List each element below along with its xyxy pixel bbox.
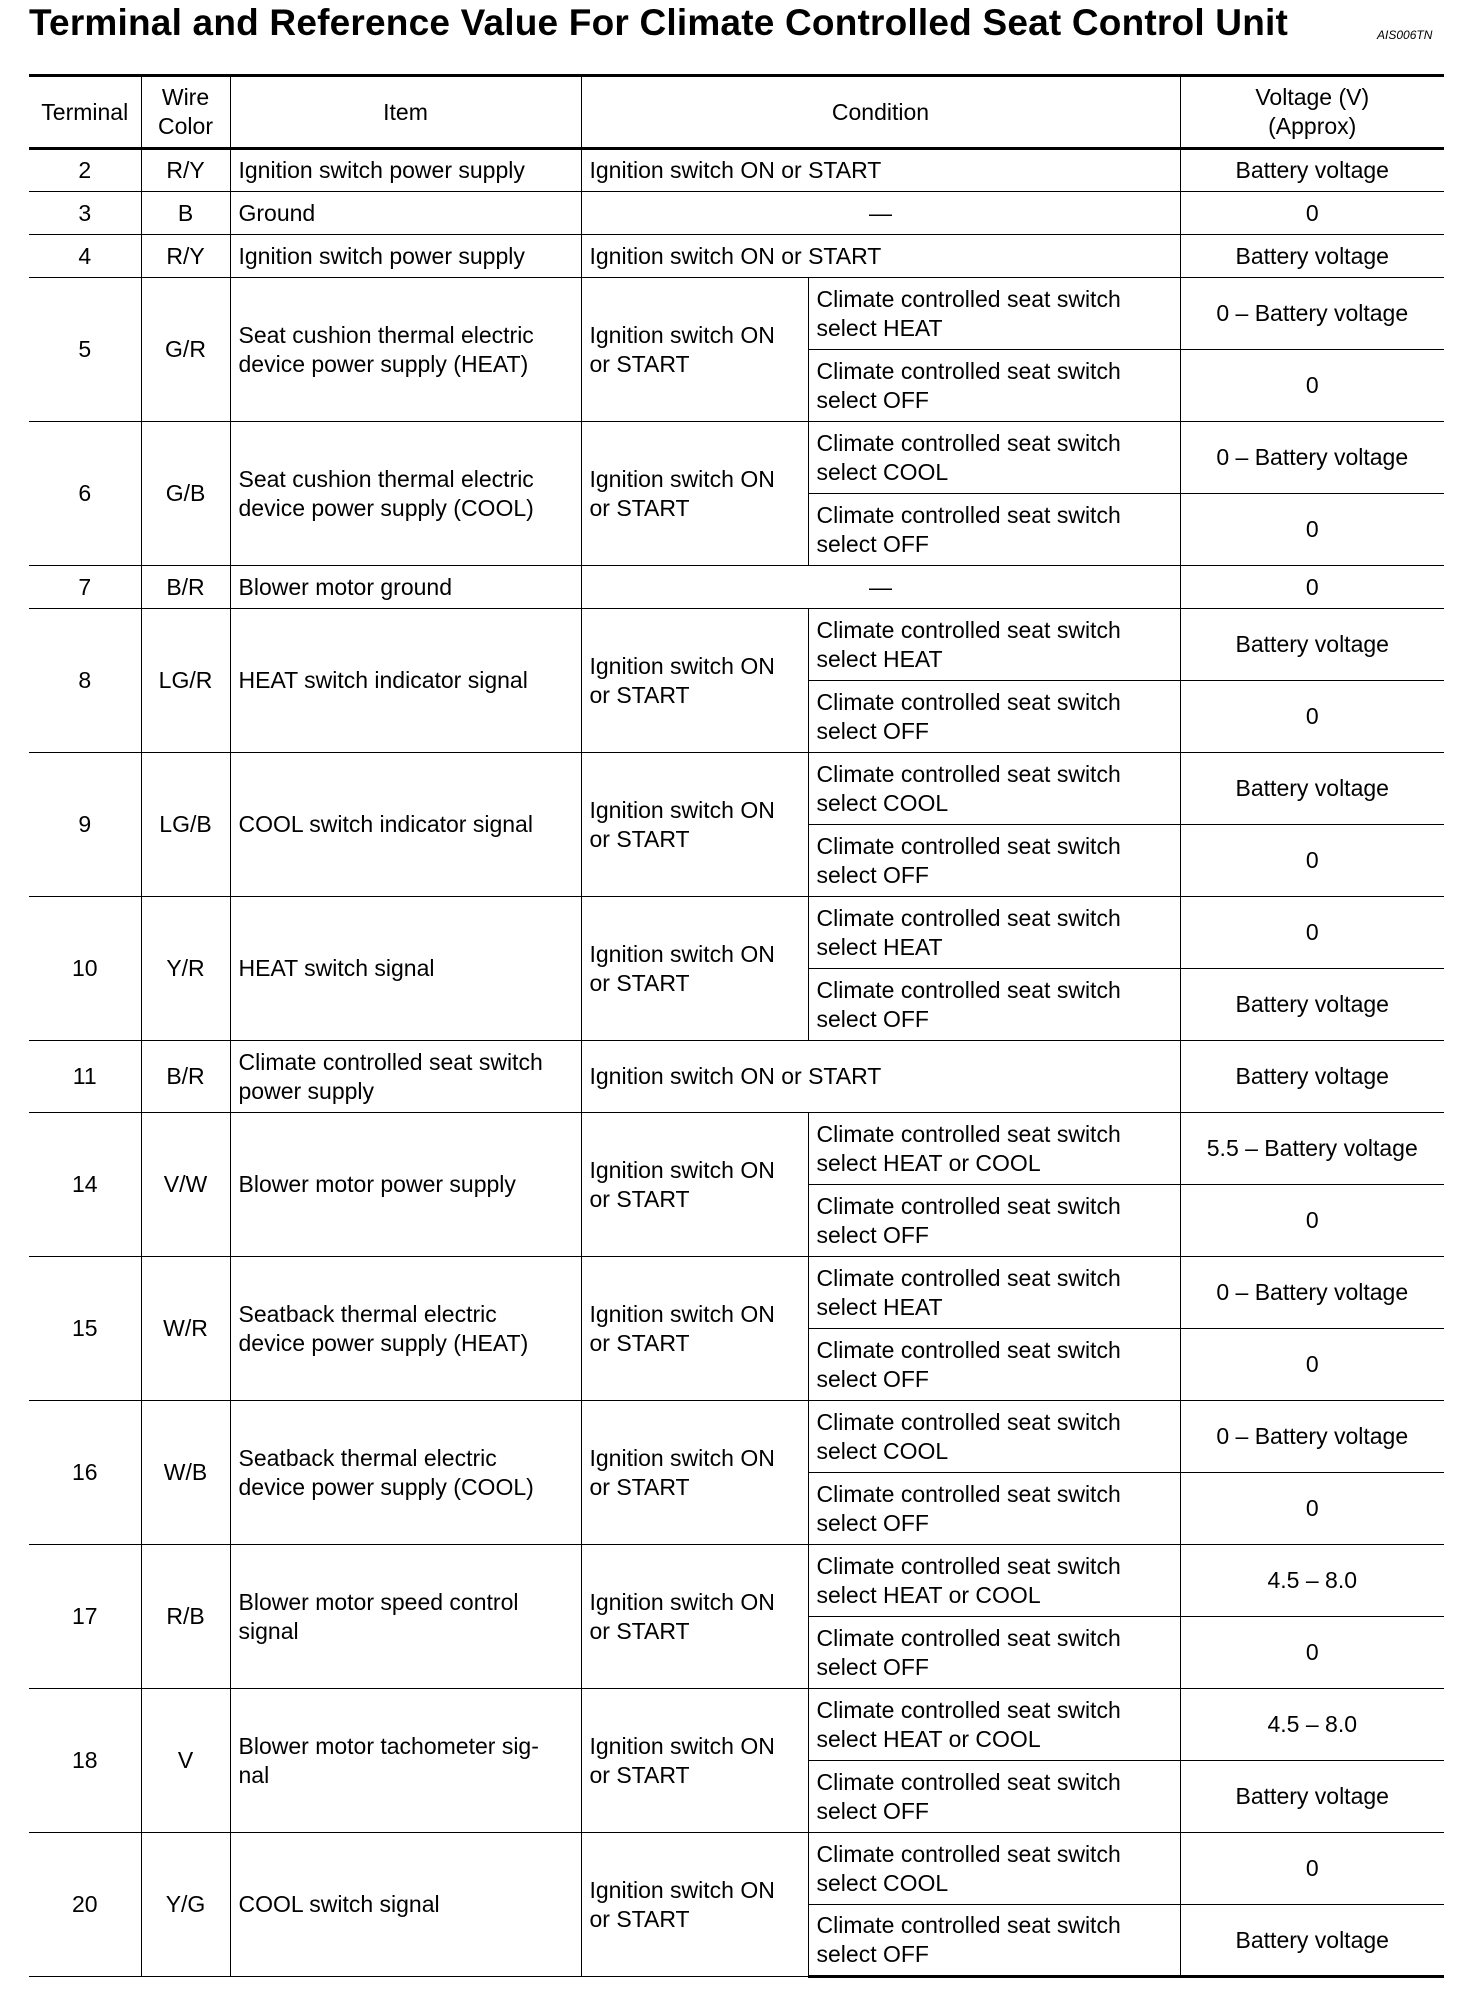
wire-color-cell: W/R — [141, 1257, 230, 1401]
item-line: Seat cushion thermal electric — [238, 321, 534, 348]
item-cell — [230, 1401, 581, 1545]
sub-condition-line: Climate controlled seat switch — [816, 1408, 1121, 1435]
table-row — [29, 235, 1444, 278]
header-condition: Condition — [581, 76, 1180, 149]
condition-cell — [581, 1545, 808, 1689]
wire-color-cell: G/B — [141, 422, 230, 566]
condition-line: Ignition switch ON — [589, 321, 775, 348]
condition-cell — [581, 1113, 808, 1257]
sub-condition-cell — [808, 609, 1180, 681]
header-voltage-line1: Voltage (V) — [1255, 84, 1370, 110]
condition-cell: — — [581, 566, 1180, 609]
item-line: device power supply (COOL) — [238, 1473, 534, 1500]
item-line: Blower motor tachometer sig- — [238, 1732, 539, 1759]
item-line: device power supply (HEAT) — [238, 350, 529, 377]
sub-condition-line: select HEAT — [816, 1293, 943, 1320]
wire-color-cell: B — [141, 192, 230, 235]
item-line: device power supply (HEAT) — [238, 1329, 529, 1356]
sub-condition-line: Climate controlled seat switch — [816, 616, 1121, 643]
item-line: Blower motor speed control — [238, 1588, 519, 1615]
sub-condition-line: Climate controlled seat switch — [816, 1840, 1121, 1867]
table-row — [29, 609, 1444, 681]
condition-cell: Ignition switch ON or START — [581, 235, 1180, 278]
table-row — [29, 566, 1444, 609]
voltage-cell: 0 — [1180, 566, 1444, 609]
terminal-cell: 11 — [29, 1041, 141, 1113]
figure-code: AIS006TN — [1377, 28, 1433, 42]
table-row — [29, 1257, 1444, 1329]
condition-cell: Ignition switch ON or START — [581, 1041, 1180, 1113]
header-terminal: Terminal — [29, 76, 141, 149]
voltage-cell: 4.5 – 8.0 — [1180, 1689, 1444, 1761]
condition-cell — [581, 422, 808, 566]
sub-condition-cell — [808, 1329, 1180, 1401]
condition-cell — [581, 1833, 808, 1977]
voltage-cell: Battery voltage — [1180, 753, 1444, 825]
table-row — [29, 897, 1444, 969]
sub-condition-cell — [808, 1113, 1180, 1185]
item-cell: Ignition switch power supply — [230, 149, 581, 192]
sub-condition-line: select HEAT — [816, 645, 943, 672]
condition-cell — [581, 1401, 808, 1545]
header-item: Item — [230, 76, 581, 149]
terminal-cell: 7 — [29, 566, 141, 609]
voltage-cell: Battery voltage — [1180, 1041, 1444, 1113]
condition-line: Ignition switch ON — [589, 1300, 775, 1327]
wire-color-cell: R/Y — [141, 235, 230, 278]
condition-line: or START — [589, 1329, 690, 1356]
sub-condition-line: select COOL — [816, 458, 949, 485]
sub-condition-line: select COOL — [816, 1869, 949, 1896]
header-row — [29, 76, 1444, 149]
item-line: Seatback thermal electric — [238, 1444, 497, 1471]
sub-condition-cell — [808, 494, 1180, 566]
sub-condition-line: select OFF — [816, 1941, 929, 1967]
sub-condition-line: select OFF — [816, 861, 929, 888]
sub-condition-line: select HEAT — [816, 314, 943, 341]
terminal-cell: 10 — [29, 897, 141, 1041]
header-voltage — [1180, 76, 1444, 149]
condition-line: or START — [589, 681, 690, 708]
voltage-cell: Battery voltage — [1180, 235, 1444, 278]
table-row — [29, 422, 1444, 494]
sub-condition-line: Climate controlled seat switch — [816, 501, 1121, 528]
table-row — [29, 1041, 1444, 1113]
header-wire-line1: Wire — [161, 84, 210, 110]
sub-condition-line: select OFF — [816, 1509, 929, 1536]
sub-condition-line: Climate controlled seat switch — [816, 357, 1121, 384]
wire-color-cell: R/B — [141, 1545, 230, 1689]
terminal-cell: 5 — [29, 278, 141, 422]
voltage-cell: Battery voltage — [1180, 609, 1444, 681]
item-cell — [230, 1041, 581, 1113]
sub-condition-line: select HEAT or COOL — [816, 1581, 1041, 1608]
sub-condition-cell — [808, 969, 1180, 1041]
condition-line: Ignition switch ON — [589, 1876, 775, 1903]
condition-line: or START — [589, 1185, 690, 1212]
sub-condition-line: select OFF — [816, 1221, 929, 1248]
sub-condition-cell — [808, 1905, 1180, 1977]
table-row — [29, 1545, 1444, 1617]
sub-condition-cell — [808, 422, 1180, 494]
voltage-cell: 4.5 – 8.0 — [1180, 1545, 1444, 1617]
sub-condition-cell — [808, 753, 1180, 825]
voltage-cell: 0 — [1180, 1185, 1444, 1257]
sub-condition-line: Climate controlled seat switch — [816, 1624, 1121, 1651]
condition-line: Ignition switch ON — [589, 652, 775, 679]
terminal-cell: 2 — [29, 149, 141, 192]
sub-condition-cell — [808, 1185, 1180, 1257]
voltage-cell: 0 — [1180, 897, 1444, 969]
sub-condition-line: select OFF — [816, 1797, 929, 1824]
item-line: power supply — [238, 1077, 375, 1104]
voltage-cell: 0 — [1180, 1833, 1444, 1905]
condition-line: or START — [589, 825, 690, 852]
sub-condition-line: select OFF — [816, 1653, 929, 1680]
terminal-cell: 15 — [29, 1257, 141, 1401]
voltage-cell: 0 — [1180, 494, 1444, 566]
terminal-cell: 6 — [29, 422, 141, 566]
voltage-cell: 0 – Battery voltage — [1180, 278, 1444, 350]
condition-cell — [581, 897, 808, 1041]
sub-condition-line: Climate controlled seat switch — [816, 976, 1121, 1003]
item-cell: HEAT switch indicator signal — [230, 609, 581, 753]
wire-color-cell: B/R — [141, 566, 230, 609]
condition-line: Ignition switch ON — [589, 796, 775, 823]
sub-condition-cell — [808, 1689, 1180, 1761]
wire-color-cell: B/R — [141, 1041, 230, 1113]
table-row — [29, 753, 1444, 825]
sub-condition-cell — [808, 1257, 1180, 1329]
terminal-cell: 8 — [29, 609, 141, 753]
sub-condition-line: select OFF — [816, 1005, 929, 1032]
item-line: Seat cushion thermal electric — [238, 465, 534, 492]
item-cell — [230, 422, 581, 566]
sub-condition-cell — [808, 1401, 1180, 1473]
item-cell: Blower motor ground — [230, 566, 581, 609]
sub-condition-line: Climate controlled seat switch — [816, 1912, 1121, 1938]
voltage-cell: 0 — [1180, 1473, 1444, 1545]
terminal-cell: 16 — [29, 1401, 141, 1545]
voltage-cell: 0 – Battery voltage — [1180, 1401, 1444, 1473]
wire-color-cell: LG/B — [141, 753, 230, 897]
wire-color-cell: Y/G — [141, 1833, 230, 1977]
item-cell: HEAT switch signal — [230, 897, 581, 1041]
item-cell: COOL switch indicator signal — [230, 753, 581, 897]
sub-condition-line: Climate controlled seat switch — [816, 1264, 1121, 1291]
sub-condition-line: select HEAT or COOL — [816, 1149, 1041, 1176]
condition-cell — [581, 1689, 808, 1833]
sub-condition-cell — [808, 1833, 1180, 1905]
sub-condition-line: Climate controlled seat switch — [816, 688, 1121, 715]
terminal-reference-table — [29, 74, 1444, 1978]
condition-line: or START — [589, 494, 690, 521]
condition-line: or START — [589, 1905, 690, 1932]
condition-line: Ignition switch ON — [589, 940, 775, 967]
table-row — [29, 278, 1444, 350]
condition-line: or START — [589, 969, 690, 996]
item-cell — [230, 1545, 581, 1689]
sub-condition-cell — [808, 1761, 1180, 1833]
header-wire-line2: Color — [158, 113, 213, 139]
sub-condition-line: select OFF — [816, 717, 929, 744]
sub-condition-line: Climate controlled seat switch — [816, 1552, 1121, 1579]
item-cell: Blower motor power supply — [230, 1113, 581, 1257]
item-cell — [230, 1257, 581, 1401]
voltage-cell: Battery voltage — [1180, 1905, 1444, 1977]
sub-condition-line: select OFF — [816, 386, 929, 413]
table-row — [29, 149, 1444, 192]
sub-condition-line: Climate controlled seat switch — [816, 429, 1121, 456]
condition-line: Ignition switch ON — [589, 1156, 775, 1183]
sub-condition-line: Climate controlled seat switch — [816, 1120, 1121, 1147]
item-cell: Ground — [230, 192, 581, 235]
voltage-cell: 0 — [1180, 825, 1444, 897]
condition-line: Ignition switch ON — [589, 1732, 775, 1759]
voltage-cell: 0 — [1180, 350, 1444, 422]
sub-condition-line: Climate controlled seat switch — [816, 1768, 1121, 1795]
condition-line: or START — [589, 1473, 690, 1500]
sub-condition-line: Climate controlled seat switch — [816, 1336, 1121, 1363]
item-line: device power supply (COOL) — [238, 494, 534, 521]
voltage-cell: 0 — [1180, 1617, 1444, 1689]
voltage-cell: 0 — [1180, 681, 1444, 753]
sub-condition-line: Climate controlled seat switch — [816, 1192, 1121, 1219]
condition-cell — [581, 753, 808, 897]
terminal-cell: 20 — [29, 1833, 141, 1977]
sub-condition-cell — [808, 350, 1180, 422]
item-cell — [230, 278, 581, 422]
sub-condition-line: Climate controlled seat switch — [816, 904, 1121, 931]
sub-condition-line: Climate controlled seat switch — [816, 832, 1121, 859]
item-cell: COOL switch signal — [230, 1833, 581, 1977]
terminal-cell: 14 — [29, 1113, 141, 1257]
condition-line: Ignition switch ON — [589, 1444, 775, 1471]
voltage-cell: Battery voltage — [1180, 969, 1444, 1041]
sub-condition-cell — [808, 1617, 1180, 1689]
wire-color-cell: G/R — [141, 278, 230, 422]
table-row — [29, 1401, 1444, 1473]
condition-line: or START — [589, 1617, 690, 1644]
sub-condition-cell — [808, 1473, 1180, 1545]
wire-color-cell: R/Y — [141, 149, 230, 192]
wire-color-cell: LG/R — [141, 609, 230, 753]
condition-cell: — — [581, 192, 1180, 235]
wire-color-cell: V — [141, 1689, 230, 1833]
item-line: Seatback thermal electric — [238, 1300, 497, 1327]
header-wire-color — [141, 76, 230, 149]
item-line: Climate controlled seat switch — [238, 1048, 543, 1075]
sub-condition-line: select HEAT or COOL — [816, 1725, 1041, 1752]
sub-condition-line: Climate controlled seat switch — [816, 760, 1121, 787]
sub-condition-line: select OFF — [816, 530, 929, 557]
sub-condition-cell — [808, 278, 1180, 350]
sub-condition-cell — [808, 1545, 1180, 1617]
voltage-cell: 0 — [1180, 192, 1444, 235]
wire-color-cell: Y/R — [141, 897, 230, 1041]
item-line: nal — [238, 1761, 270, 1788]
condition-line: or START — [589, 350, 690, 377]
condition-cell — [581, 609, 808, 753]
terminal-cell: 3 — [29, 192, 141, 235]
voltage-cell: 0 – Battery voltage — [1180, 422, 1444, 494]
condition-cell — [581, 278, 808, 422]
sub-condition-cell — [808, 897, 1180, 969]
sub-condition-line: select COOL — [816, 789, 949, 816]
condition-cell — [581, 1257, 808, 1401]
sub-condition-line: Climate controlled seat switch — [816, 1696, 1121, 1723]
table-row — [29, 192, 1444, 235]
terminal-cell: 4 — [29, 235, 141, 278]
wire-color-cell: V/W — [141, 1113, 230, 1257]
sub-condition-cell — [808, 825, 1180, 897]
voltage-cell: Battery voltage — [1180, 1761, 1444, 1833]
sub-condition-line: select HEAT — [816, 933, 943, 960]
condition-line: Ignition switch ON — [589, 465, 775, 492]
sub-condition-line: select OFF — [816, 1365, 929, 1392]
voltage-cell: 0 – Battery voltage — [1180, 1257, 1444, 1329]
table-row — [29, 1833, 1444, 1905]
item-cell: Ignition switch power supply — [230, 235, 581, 278]
wire-color-cell: W/B — [141, 1401, 230, 1545]
condition-cell: Ignition switch ON or START — [581, 149, 1180, 192]
sub-condition-cell — [808, 681, 1180, 753]
voltage-cell: 5.5 – Battery voltage — [1180, 1113, 1444, 1185]
item-cell — [230, 1689, 581, 1833]
terminal-cell: 18 — [29, 1689, 141, 1833]
page-title: Terminal and Reference Value For Climate Controlled Seat Control Unit — [29, 2, 1289, 43]
header-voltage-line2: (Approx) — [1268, 113, 1357, 139]
voltage-cell: 0 — [1180, 1329, 1444, 1401]
sub-condition-line: Climate controlled seat switch — [816, 1480, 1121, 1507]
sub-condition-line: Climate controlled seat switch — [816, 285, 1121, 312]
terminal-cell: 17 — [29, 1545, 141, 1689]
condition-line: Ignition switch ON — [589, 1588, 775, 1615]
table-row — [29, 1113, 1444, 1185]
sub-condition-line: select COOL — [816, 1437, 949, 1464]
item-line: signal — [238, 1617, 299, 1644]
terminal-cell: 9 — [29, 753, 141, 897]
voltage-cell: Battery voltage — [1180, 149, 1444, 192]
condition-line: or START — [589, 1761, 690, 1788]
table-row — [29, 1689, 1444, 1761]
